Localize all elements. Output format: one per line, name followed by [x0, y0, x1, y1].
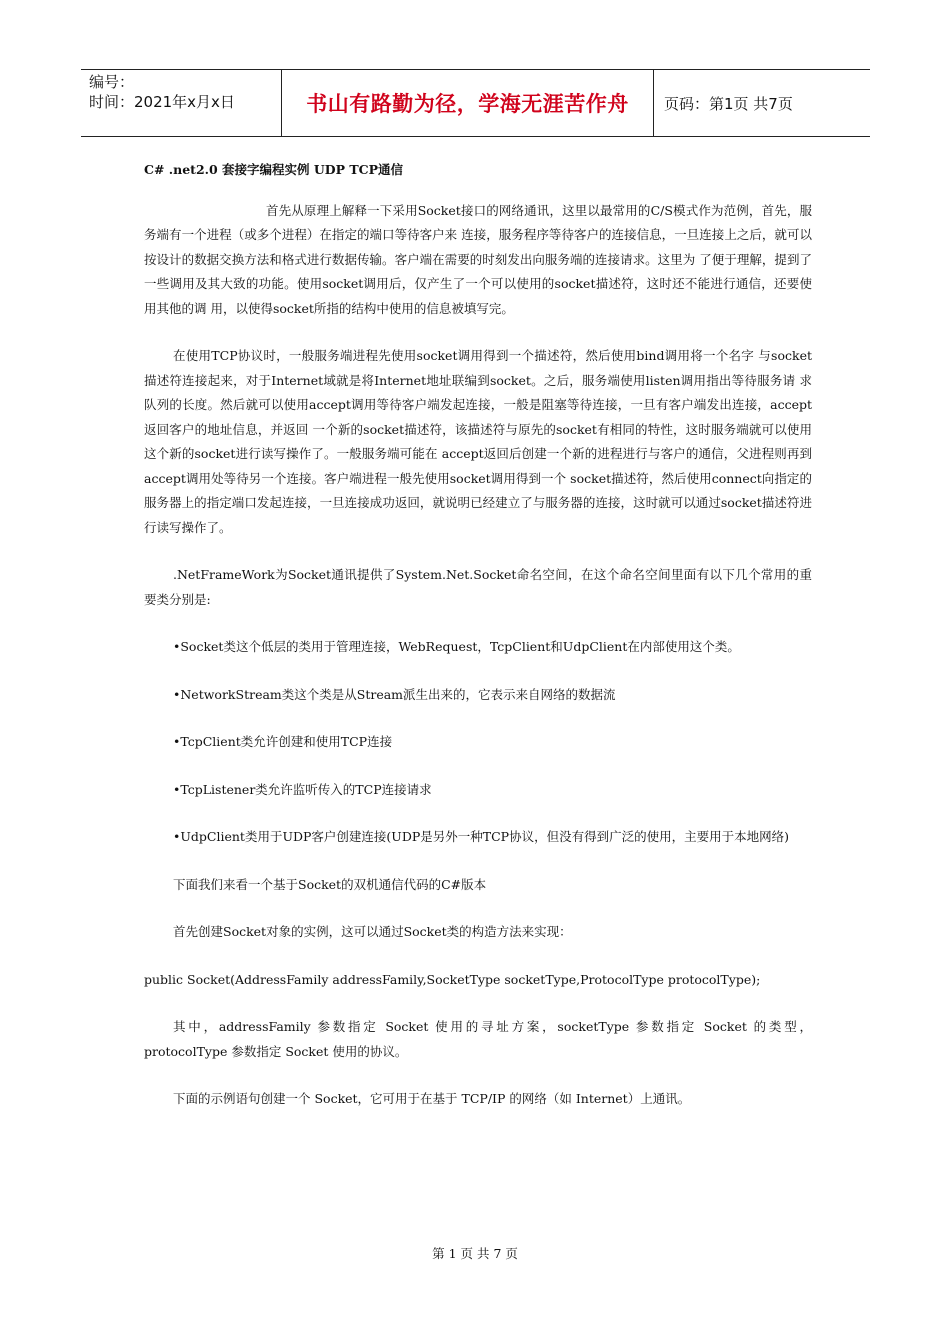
paragraph: 首先创建Socket对象的实例，这可以通过Socket类的构造方法来实现：: [173, 924, 572, 939]
bullet-item: •NetworkStream类这个类是从Stream派生出来的，它表示来自网络的数据流: [173, 686, 616, 702]
paragraph: 在使用TCP协议时，一般服务端进程先使用socket调用得到一个描述符，然后使用bind调用将一个名字 与socket描述符连接起来，对于Internet域就是将Internet地址联编到socket。之后，服务端使用listen调用指出等待服务请 求队列的长度。然后就可以使用accept调用等待客户端发起连接，一般是阻塞等待连接，一旦有客户端发出连接，accept返回客户的地址信息，并返回 一个新的socket描述符，该描述符与原先的socket有相同的特性，这时服务端就可以使用这个新的socket进行读写操作了。一般服务端可能在 accept返回后创建一个新的进程进行与客户的通信，父进程则再到accept调用处等待另一个连接。客户端进程一般先使用socket调用得到一个 socket描述符，然后使用connect向指定的服务器上的指定端口发起连接，一旦连接成功返回，就说明已经建立了与服务器的连接，这时就可以通过socket描述符进行读写操作了。: [144, 348, 812, 535]
bullet-item: •TcpClient类允许创建和使用TCP连接: [173, 734, 393, 749]
bullet-item: •Socket类这个低层的类用于管理连接，WebRequest，TcpClient和UdpClient在内部使用这个类。: [173, 639, 740, 654]
paragraph: 下面的示例语句创建一个 Socket，它可用于在基于 TCP/IP 的网络（如 Internet）上通讯。: [173, 1091, 691, 1106]
bullet-item: •TcpListener类允许监听传入的TCP连接请求: [173, 781, 432, 797]
code-line: public Socket(AddressFamily addressFamily,SocketType socketType,ProtocolType protocolType);: [144, 971, 761, 987]
bullet-item: •UdpClient类用于UDP客户创建连接(UDP是另外一种TCP协议，但没有得到广泛的使用，主要用于本地网络): [173, 829, 789, 844]
paragraph: 下面我们来看一个基于Socket的双机通信代码的C#版本: [173, 876, 487, 892]
paragraph: 其中，addressFamily 参数指定 Socket 使用的寻址方案，socketType 参数指定 Socket 的类型，protocolType 参数指定 Socket 使用的协议。: [144, 1019, 812, 1059]
paragraph: 首先从原理上解释一下采用Socket接口的网络通讯，这里以最常用的C/S模式作为范例，首先，服务端有一个进程（或多个进程）在指定的端口等待客户来 连接，服务程序等待客户的连接信息，一旦连接上之后，就可以按设计的数据交换方法和格式进行数据传输。客户端在需要的时刻发出向服务端的连接请求。这里为 了便于理解，提到了一些调用及其大致的功能。使用socket调用后，仅产生了一个可以使用的socket描述符，这时还不能进行通信，还要使用其他的调 用，以使得socket所指的结构中使用的信息被填写完。: [144, 202, 812, 316]
page-header: [81, 69, 870, 137]
header-motto: 书山有路勤为径，学海无涯苦作舟: [282, 70, 654, 136]
page-footer: 第 1 页 共 7 页: [432, 1246, 518, 1261]
document-title: C# .net2.0 套接字编程实例 UDP TCP通信: [144, 162, 404, 177]
paragraph: .NetFrameWork为Socket通讯提供了System.Net.Socket命名空间，在这个命名空间里面有以下几个常用的重要类分别是:: [144, 567, 812, 607]
header-meta: [81, 70, 282, 136]
date-label: 时间：2021年x月x日: [89, 93, 235, 111]
number-label: 编号：: [89, 73, 135, 91]
header-page-label: 页码：第1页 共7页: [664, 94, 793, 113]
document-body: [144, 158, 812, 1135]
